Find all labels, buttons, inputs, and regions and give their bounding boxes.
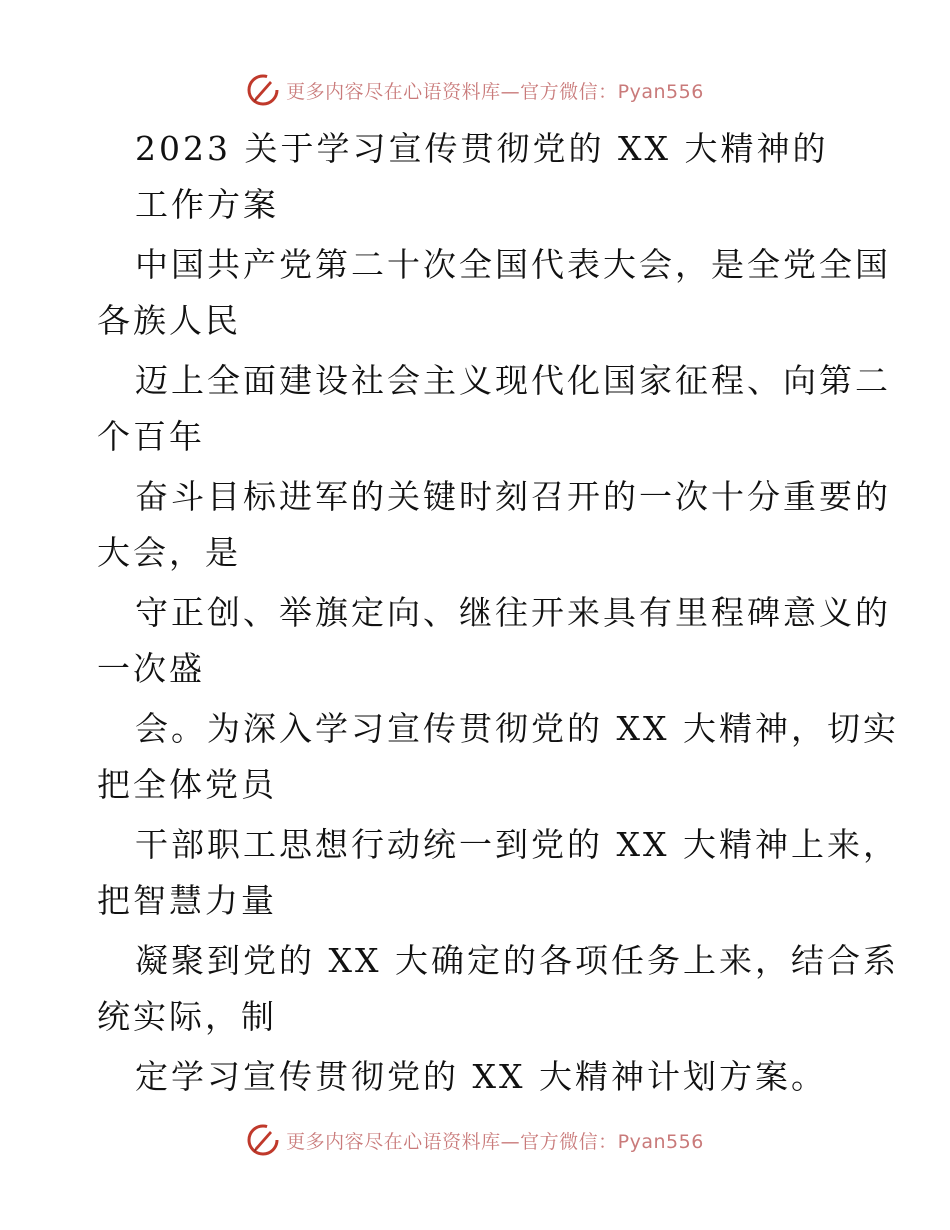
body-line: 把智慧力量 (97, 881, 277, 920)
body-line: 各族人民 (97, 301, 241, 340)
body-line: 把全体党员 (97, 765, 277, 804)
body-line: 个百年 (97, 417, 205, 456)
body-line: 守正创、举旗定向、继往开来具有里程碑意义的 (135, 593, 891, 632)
body-line: 一次盛 (97, 649, 205, 688)
body-line: 干部职工思想行动统一到党的 XX 大精神上来， (135, 825, 899, 864)
body-line: 统实际，制 (97, 997, 277, 1036)
title-line-2: 工作方案 (135, 185, 279, 224)
body-line: 奋斗目标进军的关键时刻召开的一次十分重要的 (135, 477, 891, 516)
footer-watermark (0, 1120, 950, 1160)
red-quill-logo-icon (246, 1123, 280, 1157)
title-line-1: 2023 关于学习宣传贯彻党的 XX 大精神的 (135, 129, 829, 168)
body-line: 中国共产党第二十次全国代表大会，是全党全国 (135, 245, 891, 284)
header-watermark (0, 70, 950, 110)
body-line: 定学习宣传贯彻党的 XX 大精神计划方案。 (135, 1057, 827, 1096)
red-quill-logo-icon (246, 73, 280, 107)
watermark-text: 更多内容尽在心语资料库—官方微信：Pyan556 (286, 1130, 704, 1153)
body-line: 迈上全面建设社会主义现代化国家征程、向第二 (135, 361, 891, 400)
watermark-text: 更多内容尽在心语资料库—官方微信：Pyan556 (286, 80, 704, 103)
body-line: 凝聚到党的 XX 大确定的各项任务上来，结合系 (135, 941, 899, 980)
body-line: 会。为深入学习宣传贯彻党的 XX 大精神，切实 (135, 709, 899, 748)
body-line: 大会，是 (97, 533, 241, 572)
